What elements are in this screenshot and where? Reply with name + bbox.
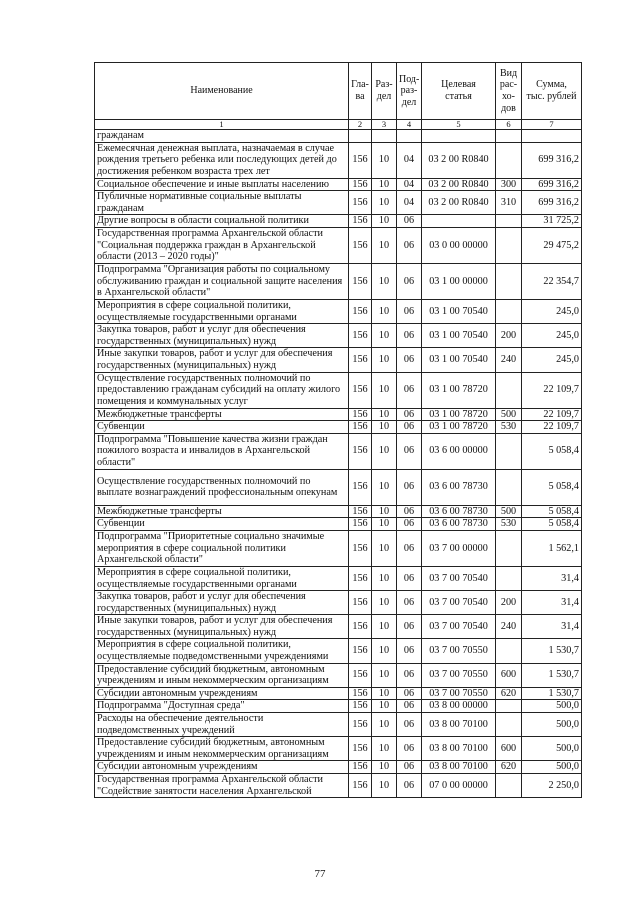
table-row <box>95 713 582 737</box>
header-glava: Гла- ва <box>349 63 372 120</box>
row-article: 03 8 00 70100 <box>422 761 496 774</box>
col-number: 2 <box>349 120 372 130</box>
row-sum: 1 530,7 <box>522 687 582 700</box>
header-name: Наименование <box>95 63 349 120</box>
row-name: Мероприятия в сфере социальной политики, осуществляемые государственными органами <box>95 299 349 323</box>
row-name: Мероприятия в сфере социальной политики, осуществляемые государственными органами <box>95 566 349 590</box>
row-vid: 500 <box>496 505 522 518</box>
row-sum: 22 354,7 <box>522 263 582 299</box>
row-name: Субсидии автономным учреждениям <box>95 761 349 774</box>
row-podrazdel: 06 <box>397 774 422 798</box>
row-podrazdel: 06 <box>397 761 422 774</box>
table-row <box>95 615 582 639</box>
budget-table <box>94 62 582 798</box>
row-vid <box>496 372 522 408</box>
row-razdel: 10 <box>372 348 397 372</box>
row-sum: 245,0 <box>522 324 582 348</box>
row-vid: 310 <box>496 191 522 215</box>
row-razdel: 10 <box>372 372 397 408</box>
table-row <box>95 761 582 774</box>
row-podrazdel: 06 <box>397 591 422 615</box>
table-row <box>95 178 582 191</box>
row-vid <box>496 142 522 178</box>
row-podrazdel <box>397 130 422 143</box>
row-podrazdel: 06 <box>397 530 422 566</box>
row-podrazdel: 06 <box>397 421 422 434</box>
row-podrazdel: 04 <box>397 178 422 191</box>
row-name: Иные закупки товаров, работ и услуг для обеспечения государственных (муниципальных) нужд <box>95 348 349 372</box>
row-razdel: 10 <box>372 713 397 737</box>
row-razdel: 10 <box>372 433 397 469</box>
row-vid: 530 <box>496 518 522 531</box>
budget-table-page <box>94 62 581 798</box>
row-podrazdel: 06 <box>397 433 422 469</box>
row-vid: 240 <box>496 348 522 372</box>
row-glava: 156 <box>349 713 372 737</box>
row-sum: 5 058,4 <box>522 518 582 531</box>
row-vid <box>496 713 522 737</box>
row-podrazdel: 06 <box>397 469 422 505</box>
row-article: 03 8 00 70100 <box>422 713 496 737</box>
table-row <box>95 348 582 372</box>
row-name: Подпрограмма "Повышение качества жизни граждан пожилого возраста и инвалидов в Архангельской области" <box>95 433 349 469</box>
row-glava: 156 <box>349 505 372 518</box>
row-podrazdel: 06 <box>397 639 422 663</box>
table-row <box>95 700 582 713</box>
col-number: 6 <box>496 120 522 130</box>
row-razdel: 10 <box>372 639 397 663</box>
row-name: Субвенции <box>95 421 349 434</box>
row-razdel: 10 <box>372 299 397 323</box>
row-vid: 600 <box>496 663 522 687</box>
row-name: Подпрограмма "Приоритетные социально значимые мероприятия в сфере социальной политики Архангельской области" <box>95 530 349 566</box>
row-article: 03 0 00 00000 <box>422 227 496 263</box>
row-razdel: 10 <box>372 408 397 421</box>
row-article: 03 1 00 70540 <box>422 324 496 348</box>
row-podrazdel: 04 <box>397 142 422 178</box>
table-row <box>95 408 582 421</box>
row-sum <box>522 130 582 143</box>
row-sum: 31 725,2 <box>522 215 582 228</box>
row-name: Межбюджетные трансферты <box>95 408 349 421</box>
row-glava: 156 <box>349 191 372 215</box>
row-sum: 29 475,2 <box>522 227 582 263</box>
row-name: Предоставление субсидий бюджетным, автономным учреждениям и иным некоммерческим организациям <box>95 737 349 761</box>
row-vid <box>496 469 522 505</box>
row-glava: 156 <box>349 215 372 228</box>
row-article: 03 7 00 70550 <box>422 639 496 663</box>
row-article: 03 7 00 00000 <box>422 530 496 566</box>
row-sum: 22 109,7 <box>522 408 582 421</box>
row-name: Межбюджетные трансферты <box>95 505 349 518</box>
row-glava: 156 <box>349 591 372 615</box>
row-vid: 300 <box>496 178 522 191</box>
row-name: Социальное обеспечение и иные выплаты населению <box>95 178 349 191</box>
row-glava: 156 <box>349 324 372 348</box>
row-sum: 500,0 <box>522 700 582 713</box>
row-glava <box>349 130 372 143</box>
table-row <box>95 505 582 518</box>
table-row <box>95 737 582 761</box>
row-sum: 699 316,2 <box>522 191 582 215</box>
row-razdel: 10 <box>372 324 397 348</box>
row-vid <box>496 263 522 299</box>
row-razdel: 10 <box>372 737 397 761</box>
row-razdel: 10 <box>372 518 397 531</box>
row-sum: 5 058,4 <box>522 505 582 518</box>
row-article: 03 8 00 00000 <box>422 700 496 713</box>
header-article: Целевая статья <box>422 63 496 120</box>
row-razdel: 10 <box>372 191 397 215</box>
row-article: 03 2 00 R0840 <box>422 178 496 191</box>
row-article: 03 7 00 70540 <box>422 615 496 639</box>
row-glava: 156 <box>349 227 372 263</box>
col-number: 3 <box>372 120 397 130</box>
table-header-row <box>95 63 582 120</box>
row-vid <box>496 227 522 263</box>
row-glava: 156 <box>349 639 372 663</box>
row-article: 03 6 00 78730 <box>422 518 496 531</box>
row-podrazdel: 06 <box>397 615 422 639</box>
row-article: 03 2 00 R0840 <box>422 142 496 178</box>
table-row <box>95 263 582 299</box>
row-sum: 1 562,1 <box>522 530 582 566</box>
row-article <box>422 130 496 143</box>
row-podrazdel: 06 <box>397 408 422 421</box>
row-podrazdel: 06 <box>397 227 422 263</box>
row-glava: 156 <box>349 761 372 774</box>
row-sum: 500,0 <box>522 761 582 774</box>
header-podrazdel: Под- раз- дел <box>397 63 422 120</box>
column-number-row <box>95 120 582 130</box>
row-glava: 156 <box>349 469 372 505</box>
row-name: Закупка товаров, работ и услуг для обеспечения государственных (муниципальных) нужд <box>95 324 349 348</box>
row-vid <box>496 530 522 566</box>
table-row <box>95 566 582 590</box>
row-razdel <box>372 130 397 143</box>
table-row <box>95 663 582 687</box>
row-article: 03 6 00 78730 <box>422 505 496 518</box>
row-glava: 156 <box>349 299 372 323</box>
row-podrazdel: 06 <box>397 372 422 408</box>
row-article: 03 1 00 00000 <box>422 263 496 299</box>
row-razdel: 10 <box>372 687 397 700</box>
row-sum: 245,0 <box>522 348 582 372</box>
row-glava: 156 <box>349 530 372 566</box>
row-vid: 600 <box>496 737 522 761</box>
table-row <box>95 372 582 408</box>
table-row <box>95 687 582 700</box>
row-razdel: 10 <box>372 142 397 178</box>
row-article: 03 7 00 70540 <box>422 591 496 615</box>
row-podrazdel: 06 <box>397 663 422 687</box>
row-vid: 200 <box>496 591 522 615</box>
row-razdel: 10 <box>372 591 397 615</box>
row-razdel: 10 <box>372 263 397 299</box>
table-row <box>95 530 582 566</box>
row-article: 03 8 00 70100 <box>422 737 496 761</box>
row-glava: 156 <box>349 737 372 761</box>
row-article: 03 1 00 78720 <box>422 421 496 434</box>
row-sum: 5 058,4 <box>522 433 582 469</box>
table-row <box>95 130 582 143</box>
row-glava: 156 <box>349 348 372 372</box>
row-vid <box>496 774 522 798</box>
row-article <box>422 215 496 228</box>
row-razdel: 10 <box>372 566 397 590</box>
row-article: 03 7 00 70550 <box>422 687 496 700</box>
row-sum: 22 109,7 <box>522 421 582 434</box>
row-name: Иные закупки товаров, работ и услуг для обеспечения государственных (муниципальных) нужд <box>95 615 349 639</box>
header-razdel: Раз- дел <box>372 63 397 120</box>
row-article: 03 1 00 78720 <box>422 408 496 421</box>
row-vid <box>496 639 522 663</box>
table-row <box>95 191 582 215</box>
row-name: Государственная программа Архангельской области "Социальная поддержка граждан в Архангельской области (2013 – 2020 годы)" <box>95 227 349 263</box>
row-name: Осуществление государственных полномочий по предоставлению гражданам субсидий на оплату жилого помещения и коммунальных услуг <box>95 372 349 408</box>
row-sum: 699 316,2 <box>522 142 582 178</box>
col-number: 5 <box>422 120 496 130</box>
row-sum: 500,0 <box>522 713 582 737</box>
row-glava: 156 <box>349 372 372 408</box>
row-vid: 530 <box>496 421 522 434</box>
header-vid: Вид рас- хо- дов <box>496 63 522 120</box>
row-razdel: 10 <box>372 615 397 639</box>
row-name: Закупка товаров, работ и услуг для обеспечения государственных (муниципальных) нужд <box>95 591 349 615</box>
row-podrazdel: 06 <box>397 263 422 299</box>
col-number: 4 <box>397 120 422 130</box>
row-vid: 620 <box>496 761 522 774</box>
row-article: 03 1 00 78720 <box>422 372 496 408</box>
row-sum: 31,4 <box>522 566 582 590</box>
row-vid: 200 <box>496 324 522 348</box>
row-article: 03 7 00 70540 <box>422 566 496 590</box>
row-article: 07 0 00 00000 <box>422 774 496 798</box>
row-sum: 5 058,4 <box>522 469 582 505</box>
row-podrazdel: 06 <box>397 687 422 700</box>
header-sum: Сумма, тыс. рублей <box>522 63 582 120</box>
row-vid: 620 <box>496 687 522 700</box>
row-glava: 156 <box>349 615 372 639</box>
table-row <box>95 433 582 469</box>
row-podrazdel: 06 <box>397 700 422 713</box>
row-name: Ежемесячная денежная выплата, назначаемая в случае рождения третьего ребенка или последующих детей до достижения ребенком возраста трех лет <box>95 142 349 178</box>
row-razdel: 10 <box>372 215 397 228</box>
row-name: Государственная программа Архангельской области "Содействие занятости населения Архангельской <box>95 774 349 798</box>
table-row <box>95 591 582 615</box>
row-sum: 2 250,0 <box>522 774 582 798</box>
row-sum: 500,0 <box>522 737 582 761</box>
row-article: 03 1 00 70540 <box>422 348 496 372</box>
row-podrazdel: 06 <box>397 348 422 372</box>
row-podrazdel: 06 <box>397 566 422 590</box>
table-row <box>95 299 582 323</box>
row-name: Предоставление субсидий бюджетным, автономным учреждениям и иным некоммерческим организациям <box>95 663 349 687</box>
row-glava: 156 <box>349 774 372 798</box>
row-vid <box>496 433 522 469</box>
row-article: 03 2 00 R0840 <box>422 191 496 215</box>
row-sum: 31,4 <box>522 591 582 615</box>
table-row <box>95 421 582 434</box>
row-article: 03 1 00 70540 <box>422 299 496 323</box>
table-row <box>95 518 582 531</box>
row-glava: 156 <box>349 700 372 713</box>
row-name: гражданам <box>95 130 349 143</box>
row-glava: 156 <box>349 263 372 299</box>
table-row <box>95 142 582 178</box>
row-razdel: 10 <box>372 469 397 505</box>
row-vid <box>496 215 522 228</box>
col-number: 7 <box>522 120 582 130</box>
row-article: 03 7 00 70550 <box>422 663 496 687</box>
row-sum: 699 316,2 <box>522 178 582 191</box>
row-vid <box>496 130 522 143</box>
row-vid <box>496 566 522 590</box>
row-glava: 156 <box>349 566 372 590</box>
row-podrazdel: 06 <box>397 713 422 737</box>
row-name: Субсидии автономным учреждениям <box>95 687 349 700</box>
row-sum: 1 530,7 <box>522 663 582 687</box>
row-podrazdel: 06 <box>397 737 422 761</box>
row-razdel: 10 <box>372 774 397 798</box>
row-razdel: 10 <box>372 227 397 263</box>
row-vid <box>496 299 522 323</box>
col-number: 1 <box>95 120 349 130</box>
table-row <box>95 774 582 798</box>
row-name: Другие вопросы в области социальной политики <box>95 215 349 228</box>
row-podrazdel: 04 <box>397 191 422 215</box>
row-sum: 245,0 <box>522 299 582 323</box>
row-glava: 156 <box>349 433 372 469</box>
row-name: Осуществление государственных полномочий по выплате вознаграждений профессиональным опекунам <box>95 469 349 505</box>
row-glava: 156 <box>349 687 372 700</box>
row-name: Публичные нормативные социальные выплаты гражданам <box>95 191 349 215</box>
table-row <box>95 639 582 663</box>
row-name: Мероприятия в сфере социальной политики, осуществляемые подведомственными учреждениями <box>95 639 349 663</box>
table-row <box>95 469 582 505</box>
row-glava: 156 <box>349 421 372 434</box>
row-glava: 156 <box>349 518 372 531</box>
row-razdel: 10 <box>372 700 397 713</box>
row-razdel: 10 <box>372 421 397 434</box>
row-vid: 240 <box>496 615 522 639</box>
row-article: 03 6 00 78730 <box>422 469 496 505</box>
row-razdel: 10 <box>372 761 397 774</box>
row-podrazdel: 06 <box>397 215 422 228</box>
row-glava: 156 <box>349 178 372 191</box>
row-vid: 500 <box>496 408 522 421</box>
row-podrazdel: 06 <box>397 324 422 348</box>
row-sum: 1 530,7 <box>522 639 582 663</box>
row-razdel: 10 <box>372 178 397 191</box>
row-razdel: 10 <box>372 505 397 518</box>
row-glava: 156 <box>349 142 372 178</box>
row-razdel: 10 <box>372 663 397 687</box>
row-name: Расходы на обеспечение деятельности подведомственных учреждений <box>95 713 349 737</box>
row-article: 03 6 00 00000 <box>422 433 496 469</box>
row-glava: 156 <box>349 663 372 687</box>
row-podrazdel: 06 <box>397 505 422 518</box>
row-razdel: 10 <box>372 530 397 566</box>
row-sum: 22 109,7 <box>522 372 582 408</box>
row-sum: 31,4 <box>522 615 582 639</box>
table-row <box>95 227 582 263</box>
table-row <box>95 324 582 348</box>
row-glava: 156 <box>349 408 372 421</box>
table-row <box>95 215 582 228</box>
page-number: 77 <box>314 868 326 880</box>
row-vid <box>496 700 522 713</box>
row-name: Подпрограмма "Доступная среда" <box>95 700 349 713</box>
row-podrazdel: 06 <box>397 299 422 323</box>
row-name: Субвенции <box>95 518 349 531</box>
table-body <box>95 130 582 798</box>
row-podrazdel: 06 <box>397 518 422 531</box>
row-name: Подпрограмма "Организация работы по социальному обслуживанию граждан и социальной защите населения в Архангельской области" <box>95 263 349 299</box>
